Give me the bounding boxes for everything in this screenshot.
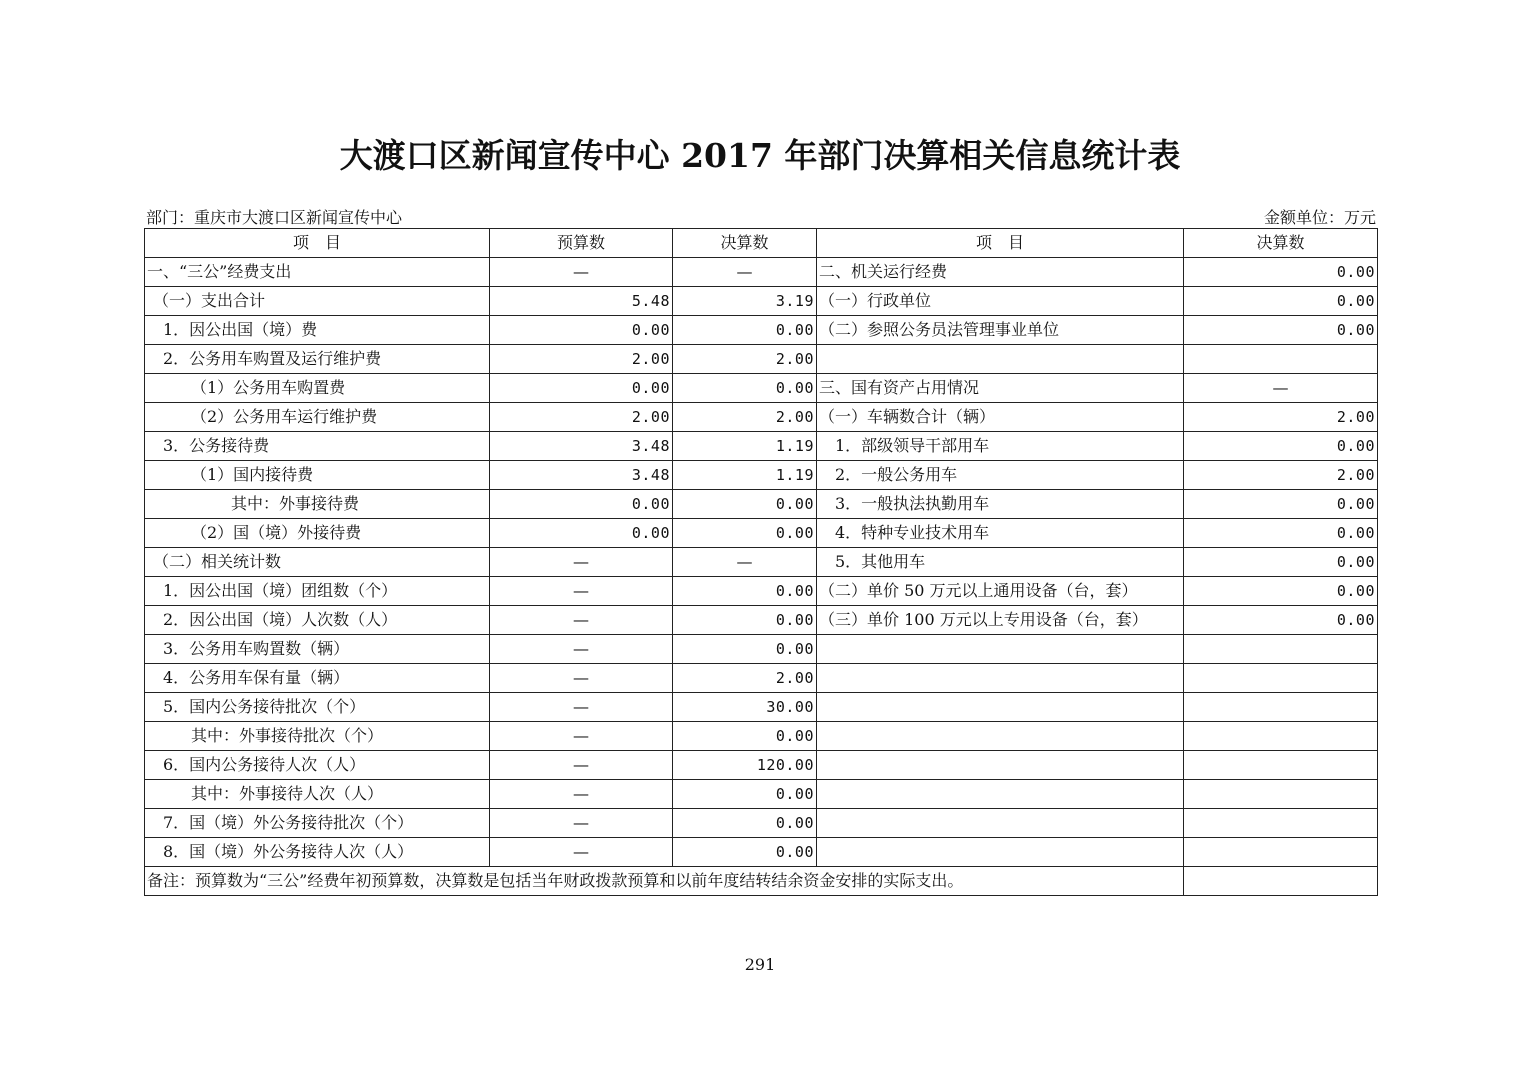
- table-row: [145, 577, 1378, 606]
- row-final-value-right: 0.00: [1184, 519, 1378, 548]
- page-title: 大渡口区新闻宣传中心 2017 年部门决算相关信息统计表: [339, 136, 1181, 175]
- row-final-value-right: [1184, 722, 1378, 751]
- row-final-value: 30.00: [673, 693, 817, 722]
- row-item-right: 3．一般执法执勤用车: [817, 490, 1184, 519]
- table-row: [145, 548, 1378, 577]
- table-header-row: [145, 229, 1378, 258]
- row-item-right: [817, 780, 1184, 809]
- row-item-right: [817, 664, 1184, 693]
- row-final-value-right: 0.00: [1184, 432, 1378, 461]
- table-row: [145, 751, 1378, 780]
- row-item-right: 三、国有资产占用情况: [817, 374, 1184, 403]
- row-item-right: 二、机关运行经费: [817, 258, 1184, 287]
- row-item-right: （二）参照公务员法管理事业单位: [817, 316, 1184, 345]
- row-item-left: 5．国内公务接待批次（个）: [145, 693, 490, 722]
- row-budget-value: 2.00: [490, 345, 673, 374]
- row-item-left: 1．因公出国（境）费: [145, 316, 490, 345]
- row-budget-value: 0.00: [490, 519, 673, 548]
- row-budget-value: —: [490, 258, 673, 287]
- row-budget-value: 0.00: [490, 490, 673, 519]
- row-budget-value: —: [490, 809, 673, 838]
- table-row: [145, 809, 1378, 838]
- row-final-value: —: [673, 258, 817, 287]
- row-item-right: （一）行政单位: [817, 287, 1184, 316]
- row-item-right: [817, 345, 1184, 374]
- row-budget-value: —: [490, 548, 673, 577]
- row-item-left: （二）相关统计数: [145, 548, 490, 577]
- row-final-value: 0.00: [673, 722, 817, 751]
- header-item-right: 项 目: [817, 229, 1184, 258]
- row-item-left: （2）国（境）外接待费: [145, 519, 490, 548]
- table-row: [145, 838, 1378, 867]
- row-item-right: （三）单价 100 万元以上专用设备（台，套）: [817, 606, 1184, 635]
- row-item-left: 其中：外事接待费: [145, 490, 490, 519]
- row-item-left: 其中：外事接待批次（个）: [145, 722, 490, 751]
- row-final-value-right: 0.00: [1184, 577, 1378, 606]
- row-item-left: 4．公务用车保有量（辆）: [145, 664, 490, 693]
- row-final-value: 0.00: [673, 635, 817, 664]
- row-item-right: 4．特种专业技术用车: [817, 519, 1184, 548]
- row-final-value: 0.00: [673, 316, 817, 345]
- row-budget-value: —: [490, 606, 673, 635]
- table-row: [145, 606, 1378, 635]
- row-final-value: 2.00: [673, 345, 817, 374]
- header-final: 决算数: [673, 229, 817, 258]
- row-budget-value: 5.48: [490, 287, 673, 316]
- row-final-value-right: 0.00: [1184, 548, 1378, 577]
- row-final-value-right: —: [1184, 374, 1378, 403]
- row-budget-value: 2.00: [490, 403, 673, 432]
- table-row: [145, 432, 1378, 461]
- row-item-left: （一）支出合计: [145, 287, 490, 316]
- row-item-right: [817, 751, 1184, 780]
- table-row: [145, 258, 1378, 287]
- row-final-value-right: 2.00: [1184, 403, 1378, 432]
- row-final-value: 0.00: [673, 374, 817, 403]
- table-row: [145, 490, 1378, 519]
- row-item-right: [817, 838, 1184, 867]
- row-item-right: [817, 693, 1184, 722]
- header-budget: 预算数: [490, 229, 673, 258]
- table-row: [145, 780, 1378, 809]
- row-final-value: 0.00: [673, 519, 817, 548]
- table-row: [145, 374, 1378, 403]
- row-final-value-right: [1184, 635, 1378, 664]
- table-row: [145, 461, 1378, 490]
- table-row: [145, 635, 1378, 664]
- row-budget-value: 3.48: [490, 432, 673, 461]
- row-final-value: 120.00: [673, 751, 817, 780]
- row-item-right: 1．部级领导干部用车: [817, 432, 1184, 461]
- row-item-left: 6．国内公务接待人次（人）: [145, 751, 490, 780]
- row-final-value-right: [1184, 838, 1378, 867]
- row-final-value-right: 0.00: [1184, 606, 1378, 635]
- row-final-value: 1.19: [673, 461, 817, 490]
- row-budget-value: —: [490, 780, 673, 809]
- table-row: [145, 693, 1378, 722]
- row-item-left: 3．公务接待费: [145, 432, 490, 461]
- page-number: 291: [744, 955, 776, 974]
- row-budget-value: 0.00: [490, 316, 673, 345]
- row-budget-value: 3.48: [490, 461, 673, 490]
- row-final-value-right: 2.00: [1184, 461, 1378, 490]
- row-final-value: 0.00: [673, 490, 817, 519]
- table-row: [145, 403, 1378, 432]
- row-final-value-right: [1184, 693, 1378, 722]
- row-item-right: [817, 809, 1184, 838]
- row-final-value-right: [1184, 664, 1378, 693]
- row-final-value: 0.00: [673, 780, 817, 809]
- note-empty-cell: [1184, 867, 1378, 896]
- row-budget-value: —: [490, 577, 673, 606]
- row-item-left: （1）国内接待费: [145, 461, 490, 490]
- row-budget-value: —: [490, 693, 673, 722]
- row-item-left: 2．公务用车购置及运行维护费: [145, 345, 490, 374]
- header-item-left: 项 目: [145, 229, 490, 258]
- statistics-table: [144, 228, 1378, 896]
- row-budget-value: —: [490, 838, 673, 867]
- table-row: [145, 519, 1378, 548]
- table-row: [145, 316, 1378, 345]
- row-final-value: 2.00: [673, 664, 817, 693]
- row-item-right: 2．一般公务用车: [817, 461, 1184, 490]
- note-row: [145, 867, 1378, 896]
- row-item-right: 5．其他用车: [817, 548, 1184, 577]
- table-note: 备注：预算数为“三公”经费年初预算数，决算数是包括当年财政拨款预算和以前年度结转结余资金安排的实际支出。: [145, 867, 1184, 896]
- row-item-left: 其中：外事接待人次（人）: [145, 780, 490, 809]
- table-row: [145, 664, 1378, 693]
- row-item-left: （1）公务用车购置费: [145, 374, 490, 403]
- row-item-right: （一）车辆数合计（辆）: [817, 403, 1184, 432]
- row-budget-value: —: [490, 751, 673, 780]
- row-item-left: （2）公务用车运行维护费: [145, 403, 490, 432]
- row-budget-value: —: [490, 635, 673, 664]
- row-item-right: （二）单价 50 万元以上通用设备（台，套）: [817, 577, 1184, 606]
- row-final-value-right: [1184, 345, 1378, 374]
- row-item-left: 7．国（境）外公务接待批次（个）: [145, 809, 490, 838]
- row-budget-value: —: [490, 664, 673, 693]
- row-final-value: 3.19: [673, 287, 817, 316]
- row-budget-value: —: [490, 722, 673, 751]
- row-final-value: 0.00: [673, 577, 817, 606]
- row-final-value-right: [1184, 751, 1378, 780]
- table-row: [145, 722, 1378, 751]
- row-final-value-right: [1184, 809, 1378, 838]
- table-row: [145, 287, 1378, 316]
- department-label: 部门：重庆市大渡口区新闻宣传中心: [146, 208, 403, 227]
- row-item-left: 3．公务用车购置数（辆）: [145, 635, 490, 664]
- row-final-value: —: [673, 548, 817, 577]
- row-final-value-right: 0.00: [1184, 287, 1378, 316]
- row-final-value: 0.00: [673, 838, 817, 867]
- row-final-value: 0.00: [673, 809, 817, 838]
- row-final-value-right: [1184, 780, 1378, 809]
- row-budget-value: 0.00: [490, 374, 673, 403]
- row-final-value: 1.19: [673, 432, 817, 461]
- row-item-right: [817, 635, 1184, 664]
- row-item-left: 2．因公出国（境）人次数（人）: [145, 606, 490, 635]
- row-item-left: 8．国（境）外公务接待人次（人）: [145, 838, 490, 867]
- row-final-value-right: 0.00: [1184, 258, 1378, 287]
- row-final-value: 2.00: [673, 403, 817, 432]
- row-final-value: 0.00: [673, 606, 817, 635]
- table-row: [145, 345, 1378, 374]
- row-final-value-right: 0.00: [1184, 316, 1378, 345]
- unit-label: 金额单位：万元: [1263, 208, 1376, 227]
- row-final-value-right: 0.00: [1184, 490, 1378, 519]
- header-final-right: 决算数: [1184, 229, 1378, 258]
- row-item-left: 一、“三公”经费支出: [145, 258, 490, 287]
- row-item-left: 1．因公出国（境）团组数（个）: [145, 577, 490, 606]
- row-item-right: [817, 722, 1184, 751]
